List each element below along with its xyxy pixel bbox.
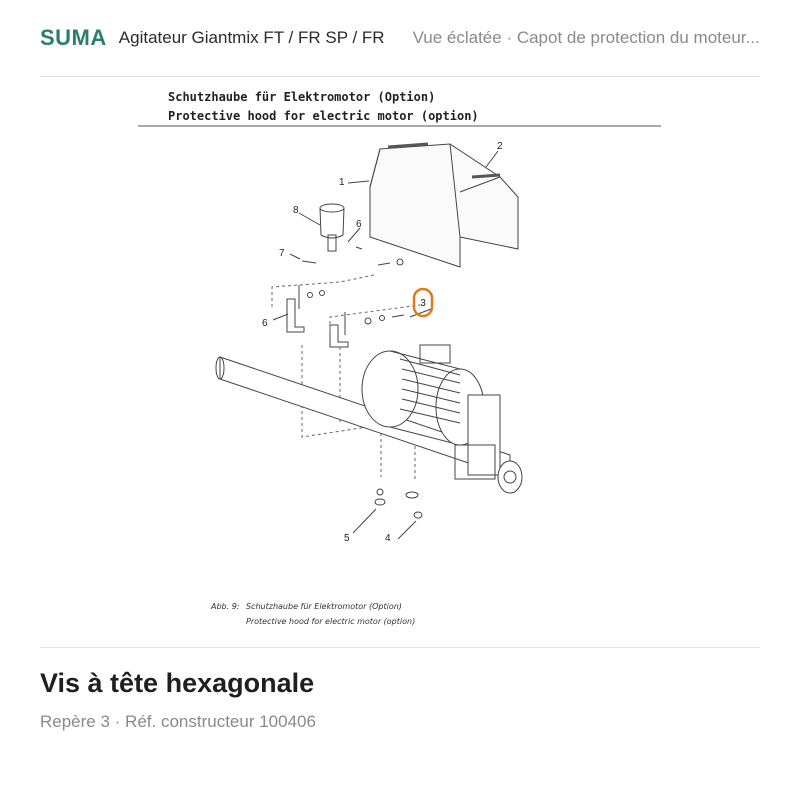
- callout-6-top[interactable]: 6: [356, 219, 362, 230]
- section-title-en: Protective hood for electric motor (option): [168, 109, 479, 123]
- callout-5[interactable]: 5: [344, 533, 350, 544]
- caption-label: Abb. 9:: [211, 602, 240, 611]
- breadcrumb[interactable]: Vue éclatée · Capot de protection du moteur...: [412, 28, 760, 47]
- callout-4[interactable]: 4: [385, 533, 391, 544]
- app-header: [40, 0, 760, 77]
- bracket-right: [330, 312, 404, 347]
- callout-6-left[interactable]: 6: [262, 318, 268, 329]
- section-title-de: Schutzhaube für Elektromotor (Option): [168, 90, 436, 104]
- callout-7[interactable]: 7: [279, 248, 285, 259]
- bracket-left: [287, 285, 325, 332]
- protective-hood: [370, 144, 518, 267]
- callout-8[interactable]: 8: [293, 205, 299, 216]
- section-divider: [40, 647, 760, 648]
- caption-en: Protective hood for electric motor (option): [246, 617, 416, 626]
- machine-model: Agitateur Giantmix FT / FR SP / FR: [118, 28, 385, 47]
- callout-3[interactable]: 3: [420, 298, 426, 309]
- callout-1[interactable]: 1: [339, 177, 345, 188]
- part-8-cup: [320, 204, 344, 251]
- caption-de: Schutzhaube für Elektromotor (Option): [246, 602, 402, 611]
- electric-motor: [362, 345, 522, 493]
- brand-logo[interactable]: SUMA: [40, 25, 107, 50]
- part-name: Vis à tête hexagonale: [40, 668, 315, 698]
- exploded-view-drawing: [40, 77, 760, 647]
- part-reference: Repère 3 · Réf. constructeur 100406: [40, 712, 316, 731]
- callout-2[interactable]: 2: [497, 141, 503, 152]
- exploded-view-figure: [40, 77, 760, 647]
